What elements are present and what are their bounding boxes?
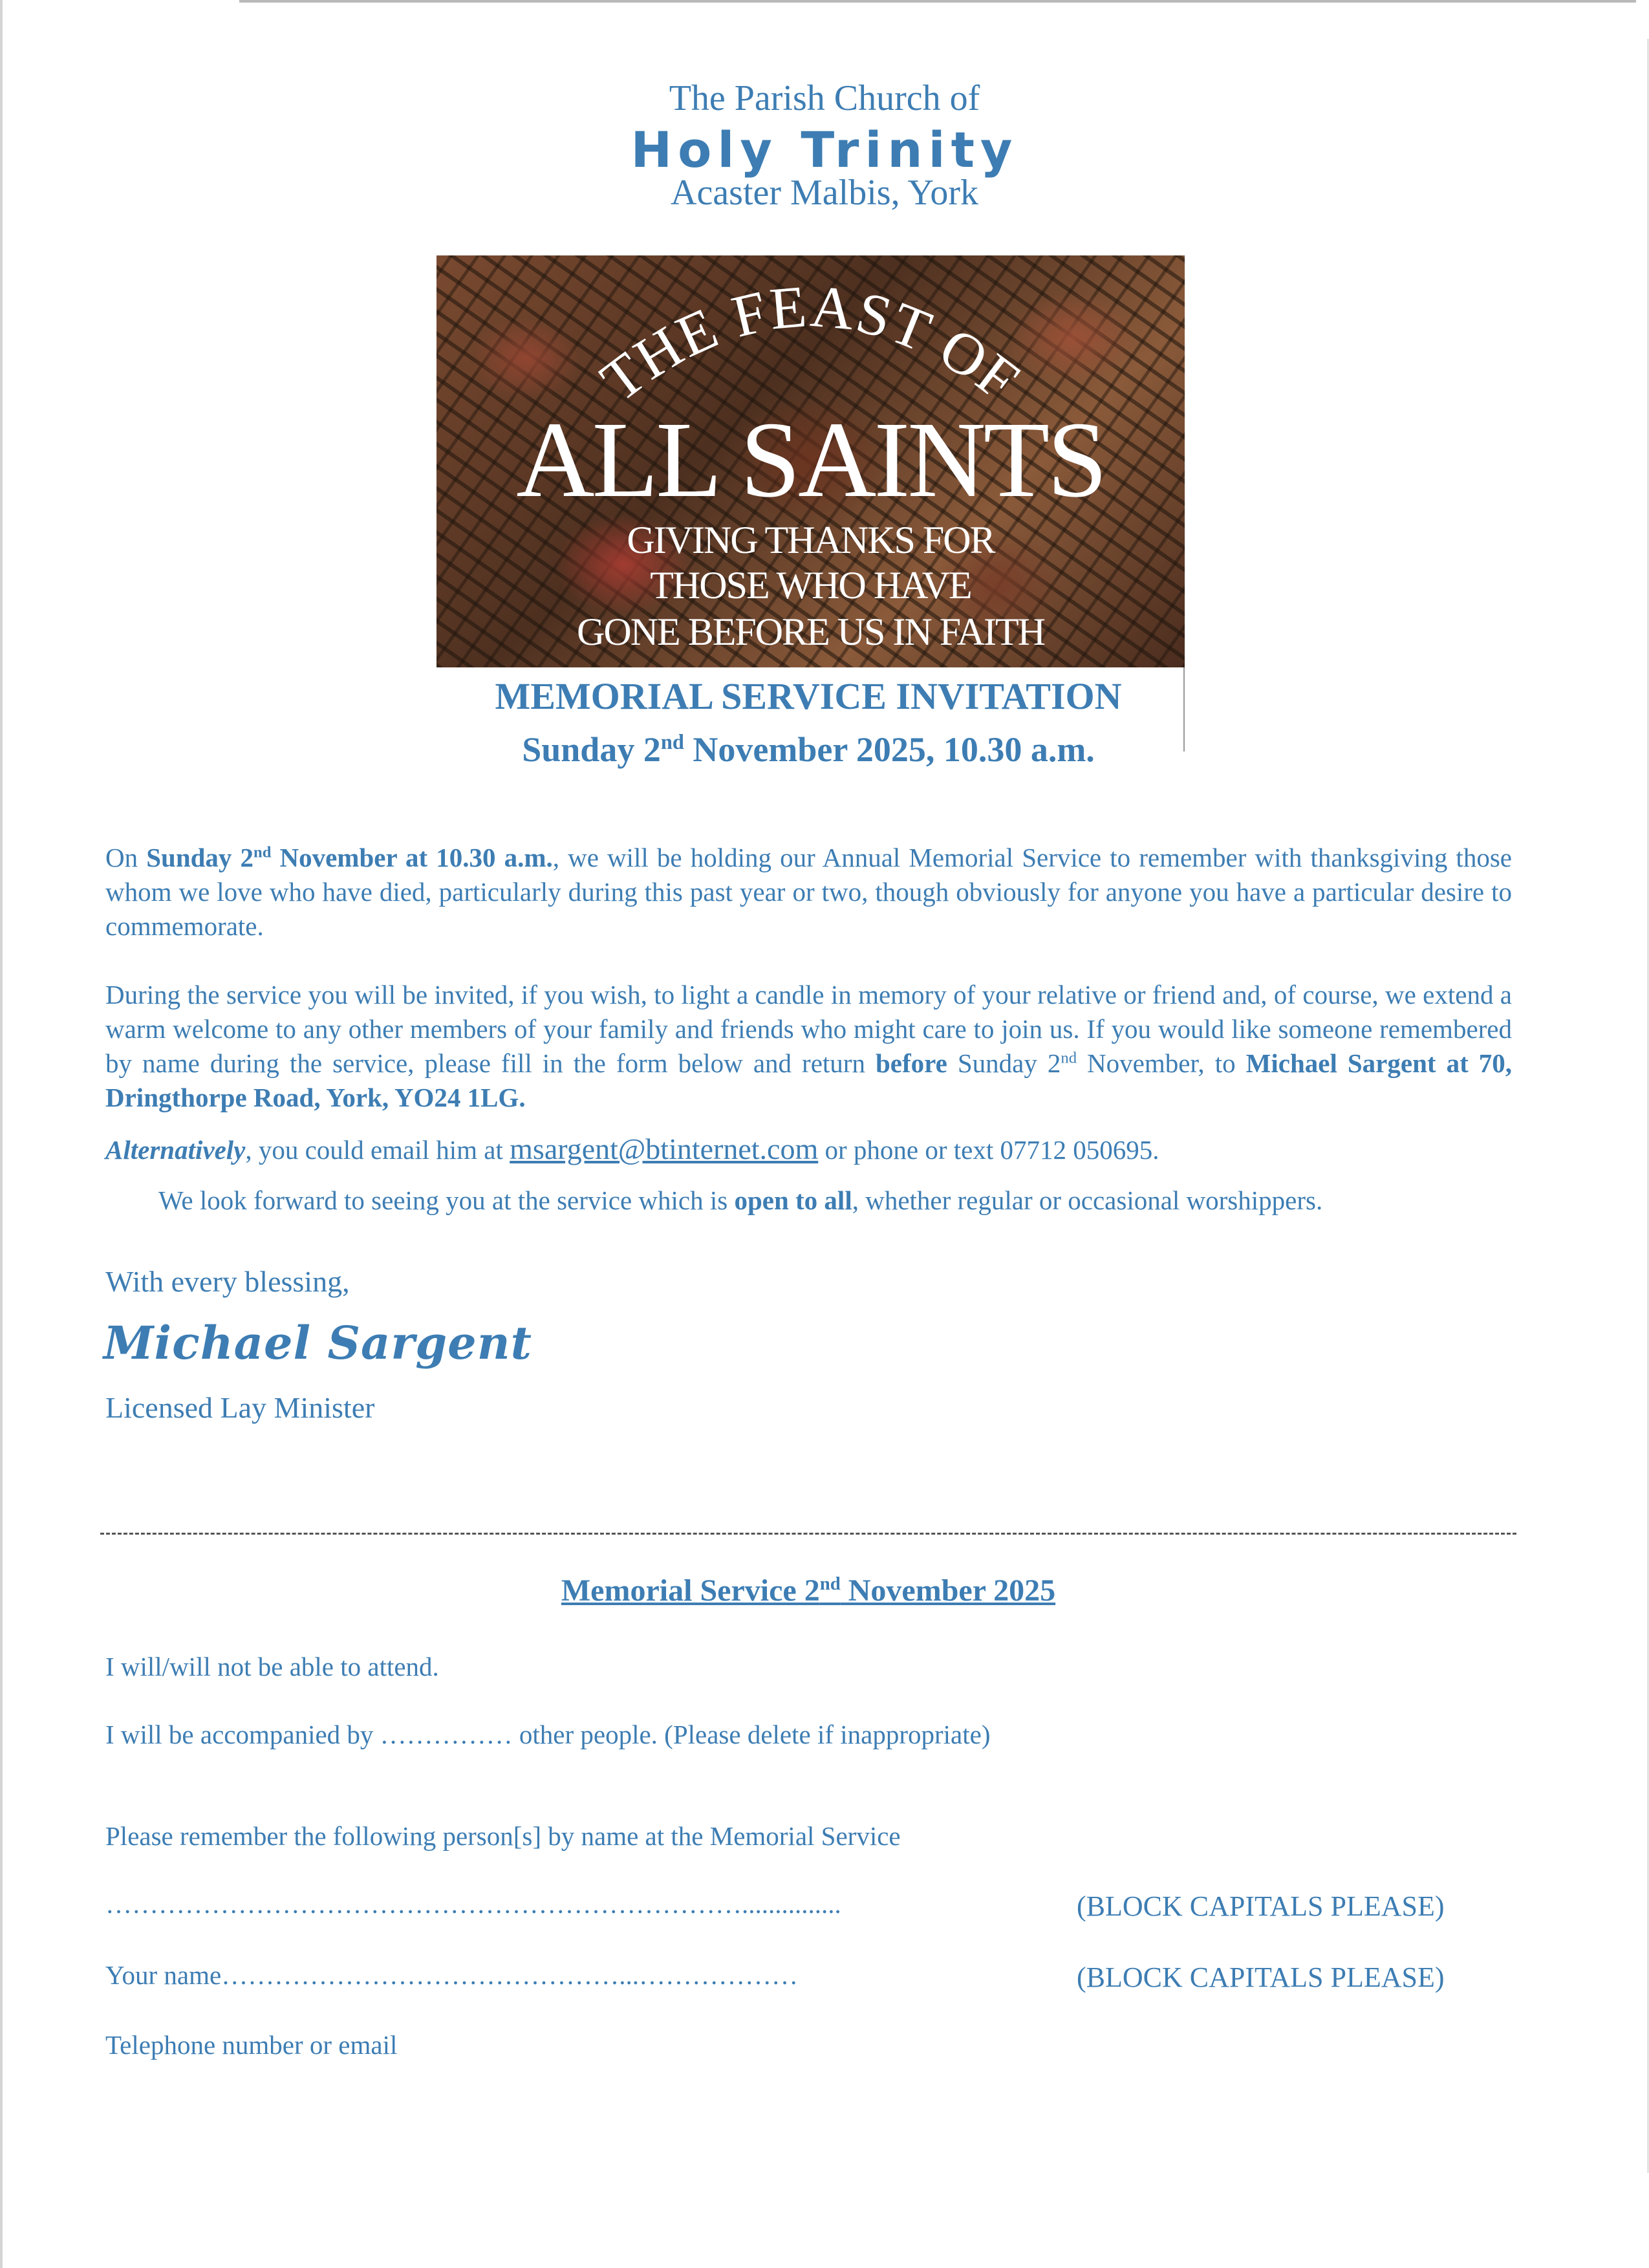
form-your-name-field: Your name………………………………………...………………	[105, 1960, 798, 1990]
svg-text:THE FEAST OF	[588, 273, 1032, 415]
form-remembered-name-field: ………………………………………………………………...............	[105, 1889, 841, 1919]
form-contact-field: Telephone number or email	[105, 2030, 398, 2060]
form-title: Memorial Service 2nd November 2025	[561, 1573, 1056, 1608]
form-accompanied-line: I will be accompanied by …………… other people. (Please delete if inappropriate)	[105, 1720, 991, 1749]
church-intro: The Parish Church of	[669, 78, 980, 118]
block-capitals-note-1: (BLOCK CAPITALS PLEASE)	[1077, 1890, 1445, 1922]
scan-edge-top	[239, 0, 1636, 3]
block-capitals-note-2: (BLOCK CAPITALS PLEASE)	[1077, 1961, 1445, 1993]
paragraph-alternative-contact: Alternatively, you could email him at msargent@btinternet.com or phone or text 07712 050695.	[105, 1132, 1159, 1165]
church-name: Holy Trinity	[630, 121, 1018, 178]
paragraph-candle-and-form: During the service you will be invited, if you wish, to light a candle in memory of your relative or friend and, of course, we extend a warm welcome to any other members of your family and friends who might care to join us. If you would like someone remembered by name during the service, please fill in the form below and return before Sunday 2nd November, to Michael Sargent at 70, Dringthorpe Road, York, YO24 1LG.	[105, 980, 1513, 1112]
paragraph-service-details: On Sunday 2nd November at 10.30 a.m., we will be holding our Annual Memorial Service to remember with thanksgiving those whom we love who have died, particularly during this past year or two, though obviously for anyone you have a particular desire to commemorate.	[105, 843, 1512, 941]
signatory-role: Licensed Lay Minister	[105, 1391, 375, 1424]
scan-edge-left	[0, 0, 3, 2268]
church-location: Acaster Malbis, York	[671, 173, 978, 213]
signature: Michael Sargent	[103, 1316, 532, 1370]
paragraph-welcome: We look forward to seeing you at the service which is open to all, whether regular or occasional worshippers.	[158, 1185, 1323, 1215]
banner-main-title: ALL SAINTS	[516, 400, 1105, 520]
email-link[interactable]: msargent@btinternet.com	[510, 1132, 819, 1165]
banner-arc-label: THE FEAST OF	[588, 272, 1032, 415]
banner-subtitle-3: GONE BEFORE US IN FAITH	[577, 610, 1044, 653]
all-saints-banner-image	[436, 255, 1185, 667]
closing-greeting: With every blessing,	[105, 1265, 350, 1298]
form-attend-line: I will/will not be able to attend.	[105, 1652, 439, 1681]
form-remember-prompt: Please remember the following person[s] by name at the Memorial Service	[105, 1821, 901, 1851]
cut-here-divider	[100, 1533, 1516, 1535]
invitation-title: MEMORIAL SERVICE INVITATION	[495, 675, 1122, 717]
banner-subtitle-1: GIVING THANKS FOR	[627, 519, 995, 561]
invitation-date: Sunday 2nd November 2025, 10.30 a.m.	[522, 730, 1095, 769]
banner-subtitle-2: THOSE WHO HAVE	[650, 564, 971, 607]
